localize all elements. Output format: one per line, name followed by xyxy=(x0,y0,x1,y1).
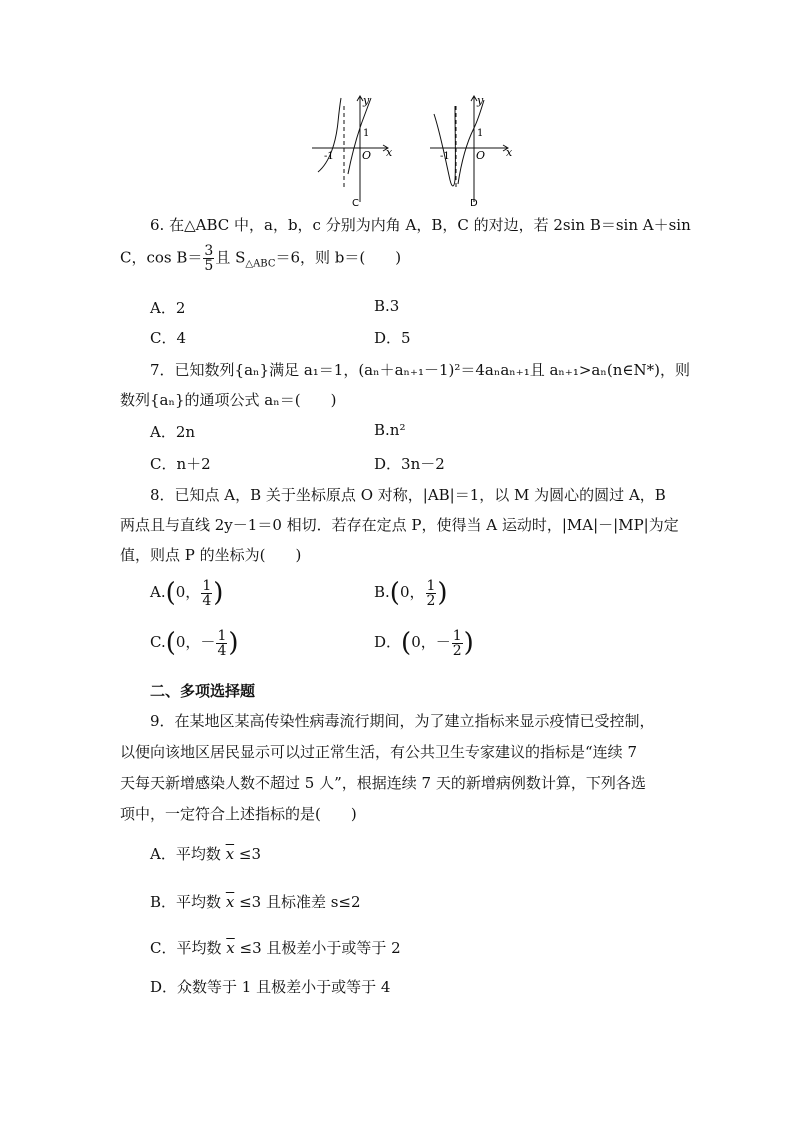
frac-den: 4 xyxy=(217,642,227,659)
graph-c-one-label: 1 xyxy=(363,128,370,139)
q9-option-b[interactable] xyxy=(150,891,361,912)
q6-stem-1: 在△ABC 中，a，b，c 分别为内角 A，B，C 的对边，若 2sin B＝sin A＋sin xyxy=(169,216,691,234)
q8-option-d[interactable] xyxy=(374,628,474,658)
q8-line2: 两点且与直线 2y－1＝0 相切．若存在定点 P，使得当 A 运动时，|MA|－|MP|为定 xyxy=(120,516,679,534)
mean-symbol: $\overline{x}$ xyxy=(225,893,235,911)
q6-sub: △ABC xyxy=(245,258,276,270)
q9-option-b-pre: B．平均数 xyxy=(150,893,222,911)
q8-option-a[interactable] xyxy=(150,578,223,608)
frac-num: 1 xyxy=(202,577,212,594)
mean-symbol: $\overline{x}$ xyxy=(226,939,235,957)
q9-line2: 以便向该地区居民显示可以过正常生活，有公共卫生专家建议的指标是“连续 7 xyxy=(120,743,637,761)
q8-option-b-frac xyxy=(426,579,437,608)
q8-option-b-zero: 0， xyxy=(399,583,425,601)
q8-option-c[interactable] xyxy=(150,628,239,658)
graph-d-x-label: x xyxy=(506,146,513,159)
q8-option-d-prefix: D． xyxy=(374,633,402,651)
q8-option-b-prefix: B. xyxy=(374,583,390,601)
q7-option-b[interactable]: B.n² xyxy=(374,421,406,439)
q7-option-a[interactable]: A．2n xyxy=(150,423,196,441)
q6-line1 xyxy=(150,214,691,235)
q8-option-a-zero: 0， xyxy=(175,583,201,601)
q7-option-d[interactable]: D．3n－2 xyxy=(374,455,445,473)
q6-line2 xyxy=(120,244,401,273)
q8-option-d-sign: － xyxy=(435,633,451,651)
q6-frac-num: 3 xyxy=(204,243,214,259)
graph-d xyxy=(428,92,518,212)
right-paren: ) xyxy=(228,628,239,658)
frac-den: 2 xyxy=(452,642,462,659)
q8-option-c-prefix: C. xyxy=(150,633,166,651)
q6-frac-den: 5 xyxy=(204,258,214,274)
q7-option-c[interactable]: C．n＋2 xyxy=(150,455,211,473)
left-paren: ( xyxy=(401,628,412,658)
graph-d-origin-label: O xyxy=(476,149,486,162)
q7-line1: 7．已知数列{aₙ}满足 a₁＝1，(aₙ＋aₙ₊₁－1)²＝4aₙaₙ₊₁且 aₙ₊₁>aₙ(n∈N*)，则 xyxy=(150,361,690,379)
curve-right xyxy=(458,100,484,184)
q9-line1: 9．在某地区某高传染性病毒流行期间，为了建立指标来显示疫情已受控制， xyxy=(150,712,655,730)
q9-line3: 天每天新增感染人数不超过 5 人”，根据连续 7 天的新增病例数计算，下列各选 xyxy=(120,774,646,792)
frac-num: 1 xyxy=(426,577,436,594)
curve-left xyxy=(434,106,455,186)
q6-stem-2-pre: C，cos B＝ xyxy=(120,248,203,267)
mean-symbol: $\overline{x}$ xyxy=(225,845,235,863)
q8-option-c-sign: － xyxy=(200,633,216,651)
q9-option-a-pre: A．平均数 xyxy=(150,845,221,863)
q9-option-c-pre: C．平均数 xyxy=(150,939,222,957)
left-paren: ( xyxy=(165,628,176,658)
graph-c-origin-label: O xyxy=(362,149,372,162)
q6-option-d[interactable]: D．5 xyxy=(374,329,411,347)
q6-option-a[interactable]: A．2 xyxy=(150,299,186,317)
right-paren: ) xyxy=(463,628,474,658)
q6-stem-2-post: ＝6，则 b＝( ) xyxy=(275,248,402,267)
frac-den: 2 xyxy=(426,592,436,609)
graph-c xyxy=(310,92,400,212)
frac-num: 1 xyxy=(452,627,462,644)
q7-line2: 数列{aₙ}的通项公式 aₙ＝( ) xyxy=(120,391,337,409)
q9-option-d-pre: D．众数等于 1 且极差小于或等于 4 xyxy=(150,978,391,996)
q8-option-a-frac xyxy=(201,579,212,608)
q8-line1: 8．已知点 A，B 关于坐标原点 O 对称，|AB|＝1，以 M 为圆心的圆过 A，B xyxy=(150,486,666,504)
graph-c-label: C xyxy=(352,198,359,209)
q6-option-c[interactable]: C．4 xyxy=(150,329,187,347)
frac-num: 1 xyxy=(217,627,227,644)
right-paren: ) xyxy=(213,578,224,608)
q9-option-a-post: ≤3 xyxy=(238,845,261,863)
q9-line4: 项中，一定符合上述指标的是( ) xyxy=(120,805,357,823)
left-paren: ( xyxy=(389,578,400,608)
q9-option-b-post: ≤3 且标准差 s≤2 xyxy=(239,893,361,911)
q9-option-d[interactable] xyxy=(150,976,390,997)
graph-d-neg-one-label: -1 xyxy=(440,151,450,162)
graph-d-one-label: 1 xyxy=(477,128,484,139)
q6-stem-2-mid: 且 S xyxy=(215,248,246,267)
graph-c-x-label: x xyxy=(386,146,393,159)
section-heading: 二、多项选择题 xyxy=(150,682,256,700)
q6-number: 6. xyxy=(150,216,165,234)
graph-c-y-label: y xyxy=(363,94,370,107)
left-paren: ( xyxy=(165,578,176,608)
frac-den: 4 xyxy=(202,592,212,609)
graph-d-label: D xyxy=(470,198,478,209)
q8-option-c-zero: 0， xyxy=(175,633,201,651)
q9-option-c-post: ≤3 且极差小于或等于 2 xyxy=(239,939,401,957)
q9-option-a[interactable] xyxy=(150,843,261,864)
q6-fraction xyxy=(203,244,214,273)
q8-option-b[interactable] xyxy=(374,578,448,608)
graph-c-neg-one-label: -1 xyxy=(324,151,334,162)
q8-line3: 值，则点 P 的坐标为( ) xyxy=(120,546,302,564)
q6-option-b[interactable]: B.3 xyxy=(374,297,400,315)
q8-option-d-frac xyxy=(452,629,463,658)
q9-option-c[interactable] xyxy=(150,937,401,958)
q8-option-c-frac xyxy=(216,629,227,658)
q8-option-a-prefix: A. xyxy=(150,583,166,601)
right-paren: ) xyxy=(437,578,448,608)
q8-option-d-zero: 0， xyxy=(411,633,436,651)
graph-d-y-label: y xyxy=(477,94,484,107)
